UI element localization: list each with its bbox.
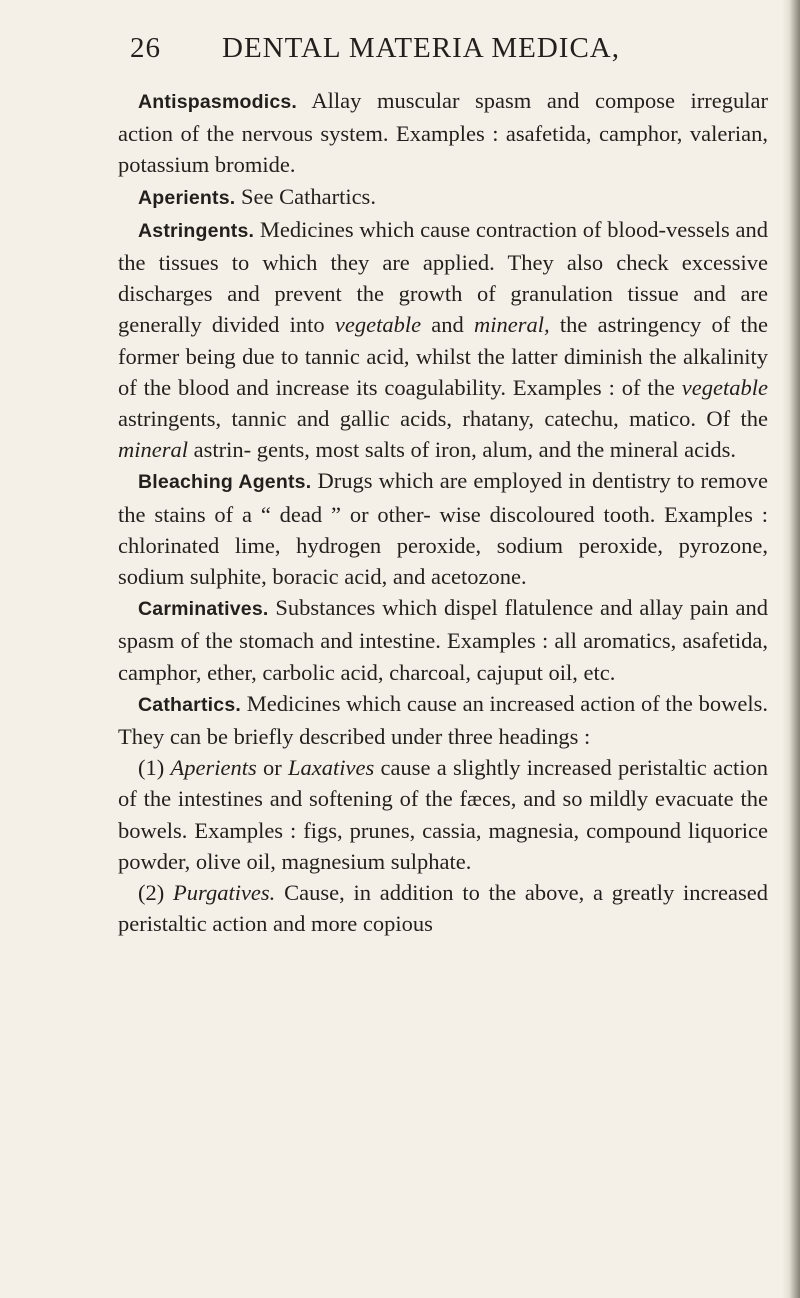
subentry-text: or xyxy=(256,755,289,781)
italic-term: Aperients xyxy=(170,755,257,781)
entry-term: Cathartics. xyxy=(138,693,241,716)
header-title: DENTAL MATERIA MEDICA, xyxy=(222,32,620,64)
italic-term: Laxatives xyxy=(288,755,375,781)
page-edge-shadow xyxy=(782,0,800,1298)
italic-term: vegetable xyxy=(334,312,422,338)
subentry-aperients-laxatives xyxy=(118,752,768,877)
entry-term: Bleaching Agents. xyxy=(138,471,312,494)
subentry-purgatives xyxy=(118,877,768,939)
entry-bleaching-agents xyxy=(118,465,768,592)
body-text xyxy=(118,85,768,939)
page-number: 26 xyxy=(130,32,161,64)
italic-term: mineral xyxy=(118,437,188,463)
entry-text: and xyxy=(421,312,475,338)
entry-text: Allay muscular spasm and compose irregular action of the nervous system. Examples : asafetida, camphor, valerian, potassium bromide. xyxy=(118,88,768,178)
entry-term: Astringents. xyxy=(138,219,255,242)
entry-astringents xyxy=(118,214,768,466)
italic-term: mineral, xyxy=(474,312,550,338)
italic-term: vegetable xyxy=(681,374,768,400)
entry-text: Medicines which cause contraction of blood-vessels and the tissues to which they are applied. They also check excessive discharges and prevent the growth of granulation tissue and are generally divided into xyxy=(118,216,768,338)
entry-text: Medicines which cause an increased action of the bowels. They can be briefly described under three headings : xyxy=(118,690,768,750)
subentry-text: cause a slightly increased peristaltic action of the intestines and softening of the fæces, and so mildly evacuate the bowels. Examples : figs, prunes, cassia, magnesia, compound liquorice powder, olive oil, magnesium sulphate. xyxy=(118,755,768,874)
entry-antispasmodics xyxy=(118,85,768,181)
subentry-text: Cause, in addition to the above, a greatly increased peristaltic action and more copious xyxy=(118,880,768,937)
entry-cathartics xyxy=(118,688,768,752)
entry-term: Aperients. xyxy=(138,186,236,209)
entry-text: the astringency of the former being due to tannic acid, whilst the latter diminish the alkalinity of the blood and increase its coagulability. Examples : of the xyxy=(118,312,768,400)
entry-text: See Cathartics. xyxy=(235,183,376,209)
entry-text: Drugs which are employed in dentistry to remove the stains of a “ dead ” or other- wise discoloured tooth. Examples : chlorinated lime, hydrogen peroxide, sodium peroxide, pyrozone, sodium sulphite, boracic acid, and acetozone. xyxy=(118,468,768,590)
entry-carminatives xyxy=(118,592,768,688)
entry-text: astringents, tannic and gallic acids, rhatany, catechu, matico. Of the xyxy=(118,406,768,432)
entry-text: Substances which dispel flatulence and allay pain and spasm of the stomach and intestine. Examples : all aromatics, asafetida, camphor, ether, carbolic acid, charcoal, cajuput oil, etc. xyxy=(118,595,768,685)
entry-text: astrin- gents, most salts of iron, alum, and the mineral acids. xyxy=(188,437,737,463)
subentry-number: (1) xyxy=(138,755,171,781)
entry-aperients xyxy=(118,181,768,214)
subentry-number: (2) xyxy=(138,880,174,906)
running-header xyxy=(130,32,750,65)
italic-term: Purgatives. xyxy=(173,880,276,906)
entry-term: Antispasmodics. xyxy=(138,91,298,113)
entry-term: Carminatives. xyxy=(138,598,269,621)
